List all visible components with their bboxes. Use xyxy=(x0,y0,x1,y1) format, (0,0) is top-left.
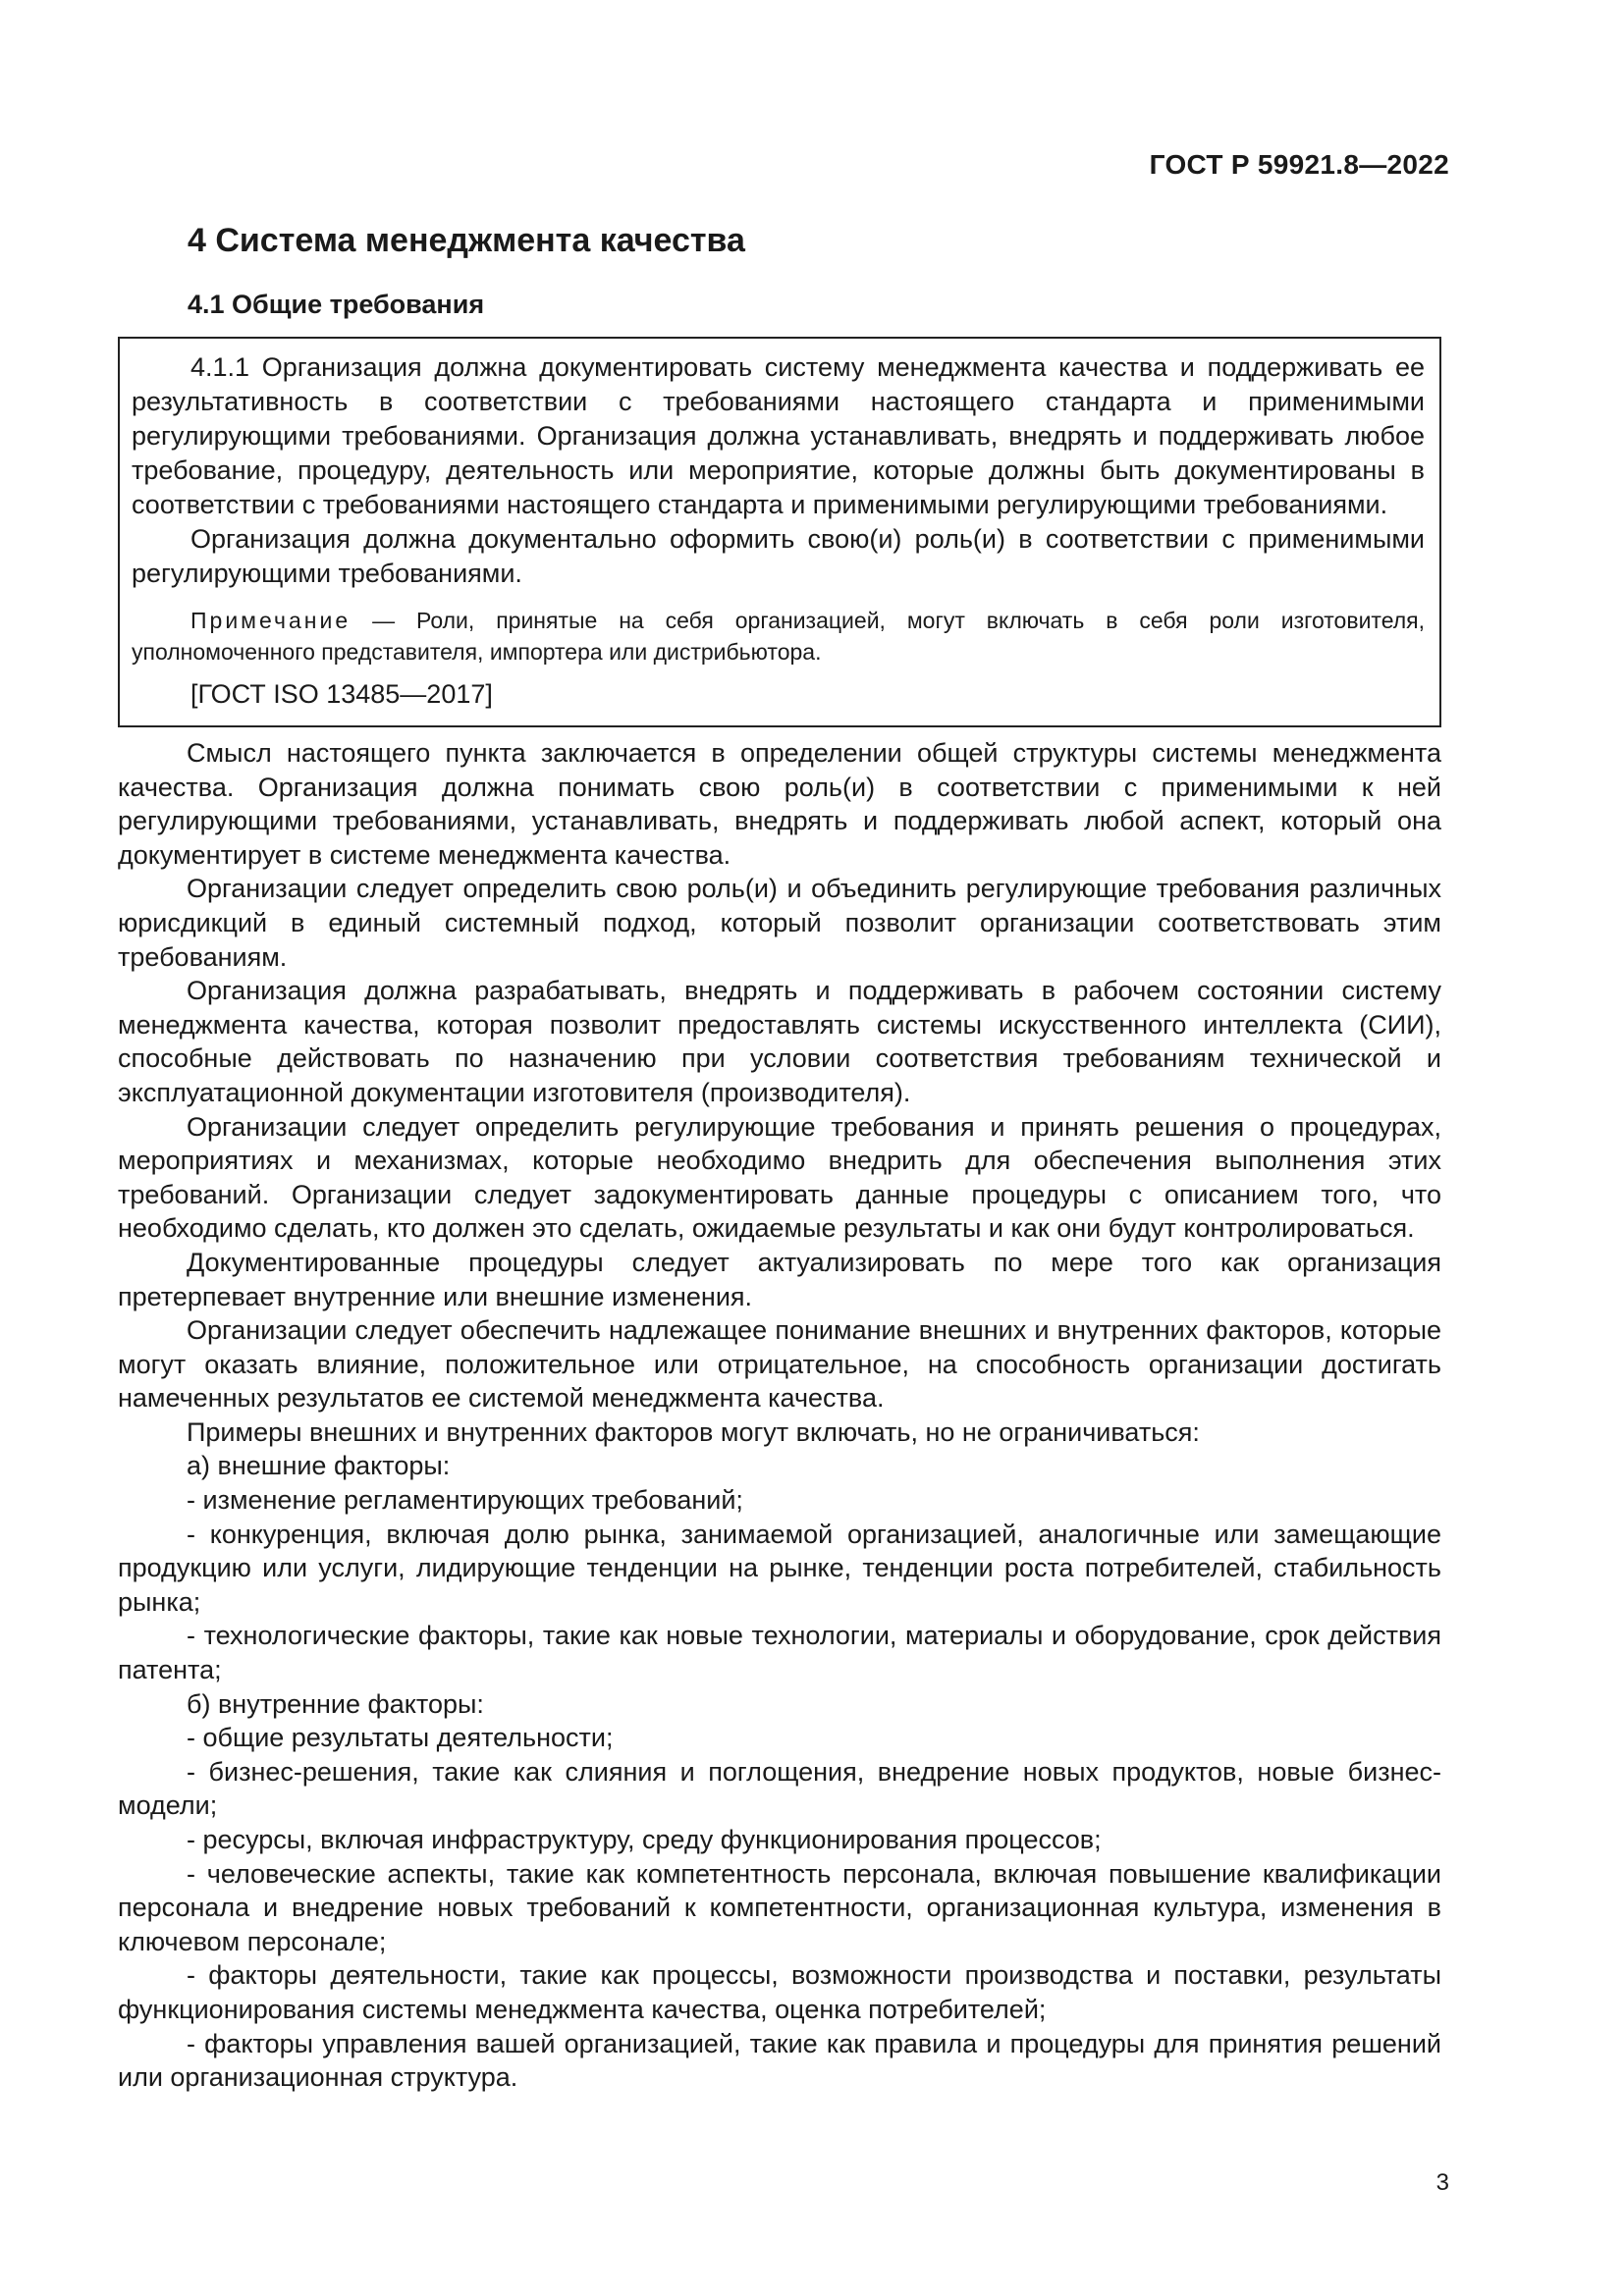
list-item: - человеческие аспекты, такие как компетентность персонала, включая повышение квалификации персонала и внедрение новых требований к компетентности, организационная культура, изменения в ключевом персонале; xyxy=(118,1858,1441,1956)
quote-note xyxy=(132,605,1425,667)
list-item: - факторы управления вашей организацией, такие как правила и процедуры для принятия решений или организационная структура. xyxy=(118,2028,1441,2093)
list-item: - общие результаты деятельности; xyxy=(187,1723,614,1753)
body-paragraph: Организации следует обеспечить надлежащее понимание внешних и внутренних факторов, которые могут оказать влияние, положительное или отрицательное, на способность организации достигать намеченных результатов ее системой менеджмента качества. xyxy=(118,1315,1441,1414)
body-paragraph: Организации следует определить свою роль(и) и объединить регулирующие требования различных юрисдикций в единый системный подход, который позволит организации соответствовать этим требованиям. xyxy=(118,874,1441,972)
list-item: - факторы деятельности, такие как процессы, возможности производства и поставки, результаты функционирования системы менеджмента качества, оценка потребителей; xyxy=(118,1960,1441,2024)
quote-paragraph: 4.1.1 Организация должна документировать систему менеджмента качества и поддерживать ее результативность в соответствии с требованиями настоящего стандарта и применимыми регулирующими требованиями. Организация должна устанавливать, внедрять и поддерживать любое требование, процедуру, деятельность или мероприятие, которые должны быть документированы в соответствии с требованиями настоящего стандарта и применимыми регулирующими требованиями. xyxy=(132,352,1425,519)
body-paragraph: Документированные процедуры следует актуализировать по мере того как организация претерпевает внутренние или внешние изменения. xyxy=(118,1247,1441,1311)
quote-reference: [ГОСТ ISO 13485—2017] xyxy=(190,679,493,709)
quoted-requirement-box xyxy=(118,337,1441,727)
page-number: 3 xyxy=(1435,2169,1449,2196)
body-paragraph: Примеры внешних и внутренних факторов могут включать, но не ограничиваться: xyxy=(187,1416,1200,1447)
body-paragraph: Организации следует определить регулирующие требования и принять решения о процедурах, мероприятиях и механизмах, которые необходимо внедрить для обеспечения выполнения этих требований. Организации следует задокументировать данные процедуры с описанием того, что необходимо сделать, кто должен это сделать, ожидаемые результаты и как они будут контролироваться. xyxy=(118,1111,1441,1244)
list-item: - технологические факторы, такие как новые технологии, материалы и оборудование, срок действия патента; xyxy=(118,1621,1441,1685)
list-item: - ресурсы, включая инфраструктуру, среду функционирования процессов; xyxy=(187,1825,1102,1854)
note-text: — Роли, принятые на себя организацией, могут включать в себя роли изготовителя, уполномоченного представителя, импортера или дистрибьютора. xyxy=(132,608,1425,665)
list-item: - конкуренция, включая долю рынка, занимаемой организацией, аналогичные или замещающие продукцию или услуги, лидирующие тенденции на рынке, тенденции роста потребителей, стабильность рынка; xyxy=(118,1519,1441,1617)
body-paragraph: Организация должна разрабатывать, внедрять и поддерживать в рабочем состоянии систему менеджмента качества, которая позволит предоставлять системы искусственного интеллекта (СИИ), способные действовать по назначению при условии соответствия требованиям технической и эксплуатационной документации изготовителя (производителя). xyxy=(118,976,1441,1107)
standard-code-header: ГОСТ Р 59921.8—2022 xyxy=(1149,149,1449,180)
quote-paragraph: Организация должна документально оформить свою(и) роль(и) в соответствии с применимыми регулирующими требованиями. xyxy=(132,524,1425,588)
body-paragraph: Смысл настоящего пункта заключается в определении общей структуры системы менеджмента качества. Организация должна понимать свою роль(и) в соответствии с применимыми к ней регулирующими требованиями, устанавливать, внедрять и поддерживать любой аспект, который она документирует в системе менеджмента качества. xyxy=(118,738,1441,870)
body-text xyxy=(118,736,1441,2095)
note-label: Примечание xyxy=(190,608,352,633)
list-item: - бизнес-решения, такие как слияния и поглощения, внедрение новых продуктов, новые бизнес-модели; xyxy=(118,1756,1441,1821)
list-item: - изменение регламентирующих требований; xyxy=(187,1485,743,1516)
section-title: 4 Система менеджмента качества xyxy=(188,222,745,259)
list-heading: а) внешние факторы: xyxy=(187,1451,451,1481)
list-heading: б) внутренние факторы: xyxy=(187,1688,484,1719)
subsection-title: 4.1 Общие требования xyxy=(188,290,485,319)
